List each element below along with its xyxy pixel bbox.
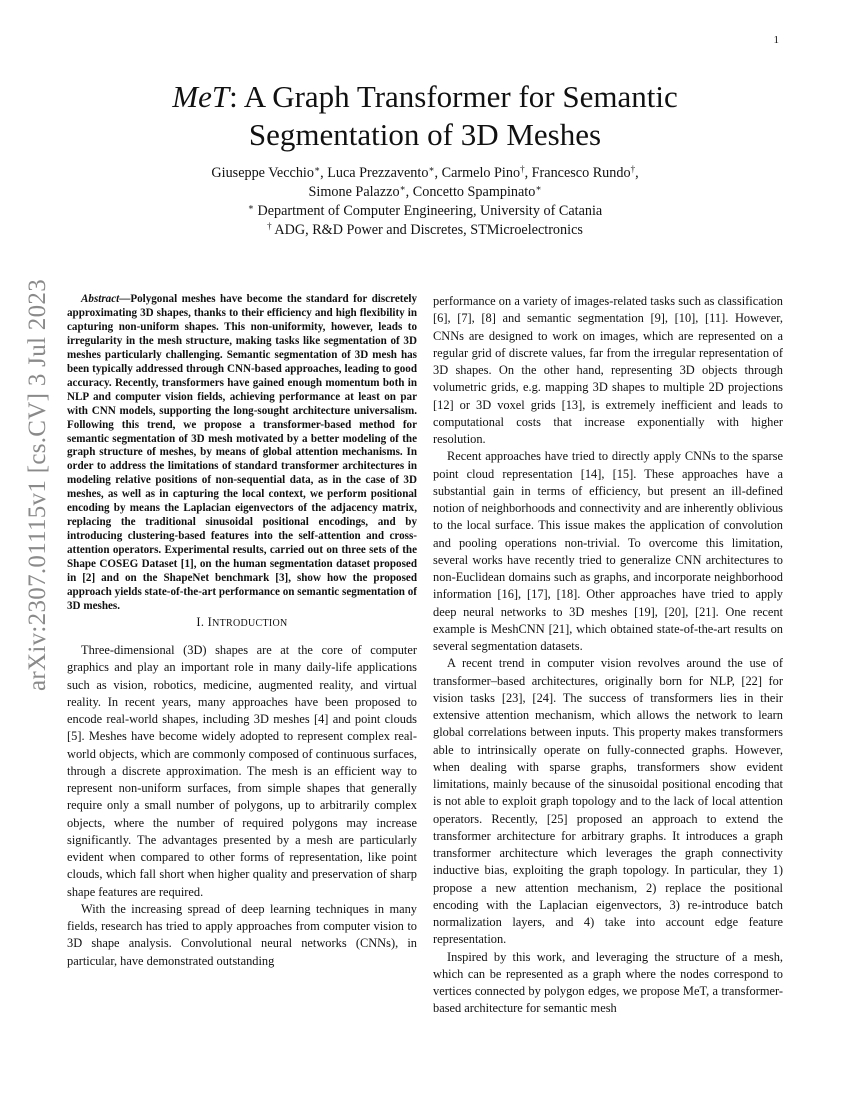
affiliation-mark: † — [267, 221, 272, 231]
affiliation-1 — [120, 202, 730, 221]
abstract — [67, 293, 417, 614]
paper-title — [100, 78, 750, 154]
author-mark: ∗ — [399, 183, 406, 193]
section-numeral: I. — [196, 614, 208, 629]
arxiv-identifier: arXiv:2307.01115v1 [cs.CV] 3 Jul 2023 — [24, 279, 51, 691]
affiliation-text: Department of Computer Engineering, University of Catania — [257, 203, 603, 219]
abstract-dash: — — [119, 293, 131, 305]
author-mark: ∗ — [428, 164, 435, 174]
title-line1: : A Graph Transformer for Semantic — [229, 79, 678, 114]
author-line-2: Simone Palazzo∗, Concetto Spampinato∗ — [308, 183, 542, 200]
body-paragraph: A recent trend in computer vision revolves around the use of transformer–based architectures, originally born for NLP, [22] for vision tasks [23], [24]. The success of transformers lies in their extensive attention mechanism, which allows the network to learn global correlations between inputs. This property makes transformers able to intrinsically operate on fully-connected graphs. However, when dealing with sparse graphs, transformers show evident limitations, mainly because of the sinusoidal positional encoding that is not able to exploit graph topology and to the lack of local attention operators. Recently, [25] proposed an approach to extend the transformer architecture for arbitrary graphs. It introduces a graph transformer architecture which leverages the graph connectivity inductive bias, exploiting the graph topology. In particular, they 1) propose a new attention mechanism, 2) replace the positional encoding with the Laplacian eigenvectors, 3) re-introduce batch normalization layers, and 4) take into account edge feature representation. — [433, 656, 783, 947]
author-mark: † — [520, 164, 525, 174]
author-line-1: Giuseppe Vecchio∗, Luca Prezzavento∗, Carmelo Pino†, Francesco Rundo†, — [211, 164, 639, 181]
author-name: Francesco Rundo — [531, 165, 631, 181]
abstract-text: Polygonal meshes have become the standard for discretely approximating 3D shapes, thanks to their efficiency and high flexibility in capturing non-uniform shapes. This non-uniformity, however, leads to irregularity in the mesh structure, making tasks like segmentation of 3D meshes particularly challenging. Semantic segmentation of 3D mesh has been typically addressed through CNN-based approaches, leading to good accuracy. Recently, transformers have gained enough momentum both in NLP and computer vision fields, achieving performance at least on par with CNN models, supporting the long-sought architecture universalism. Following this trend, we propose a transformer-based method for semantic segmentation of 3D mesh motivated by a better modeling of the graph structure of meshes, by means of global attention mechanisms. In order to address the limitations of standard transformer architectures in modeling relative positions of non-sequential data, as in the case of 3D meshes, as well as in capturing the local context, we perform positional encoding by means the Laplacian eigenvectors of the adjacency matrix, replacing the traditional sinusoidal positional encodings, and by introducing clustering-based features into the self-attention and cross-attention operators. Experimental results, carried out on three sets of the Shape COSEG Dataset [1], on the human segmentation dataset proposed in [2] and on the ShapeNet benchmark [3], show how the proposed approach yields state-of-the-art performance on semantic segmentation of 3D meshes. — [67, 293, 417, 612]
author-name: Carmelo Pino — [441, 165, 521, 181]
section-heading-introduction — [67, 614, 417, 632]
affiliation-mark: ∗ — [247, 202, 254, 212]
arxiv-stamp — [18, 279, 58, 691]
title-line2: Segmentation of 3D Meshes — [248, 117, 602, 152]
right-column — [433, 293, 783, 1018]
left-column — [67, 293, 417, 970]
section-title-rest: NTRODUCTION — [212, 617, 288, 629]
author-mark: † — [630, 164, 636, 174]
title-method-name: MeT — [172, 79, 230, 114]
author-name: Luca Prezzavento — [327, 165, 429, 181]
section-first-letter: I — [207, 614, 213, 629]
body-paragraph: Inspired by this work, and leveraging the structure of a mesh, which can be represented as a graph where the nodes correspond to vertices connected by polygon edges, we propose MeT, a transformer-based architecture for semantic mesh — [433, 949, 783, 1016]
affiliation-text: ADG, R&D Power and Discretes, STMicroelectronics — [274, 222, 583, 238]
page-number: 1 — [773, 34, 779, 46]
body-paragraph: performance on a variety of images-related tasks such as classification [6], [7], [8] and semantic segmentation [9], [10], [11]. However, CNNs are designed to work on images, which are represented on a regular grid of discrete values, far from the irregular representation of 3D shapes. On the other hand, representing 3D objects through volumetric grids, e.g. mapping 3D shapes to multiple 2D projections [12] or 3D voxel grids [13], is extremely inefficient and leads to computational costs that increase exponentially with higher resolution. — [433, 294, 783, 446]
affiliation-2 — [120, 221, 730, 240]
author-mark: ∗ — [535, 183, 542, 193]
body-paragraph: Recent approaches have tried to directly apply CNNs to the sparse point cloud representation [14], [15]. These approaches have a substantial gain in terms of efficiency, but present an ill-defined notion of neighborhoods and connectivity and are inherently oblivious to the local surface. This issue makes the application of convolution and pooling operations non-trivial. To overcome this limitation, several works have recently tried to generalize CNN architectures to non-Euclidean domains such as graphs, and incorporate neighborhood information [16], [17], [18]. Other approaches have tried to apply deep neural networks to 3D meshes [19], [20], [21]. One recent example is MeshCNN [21], which obtained state-of-the-art results on several segmentation datasets. — [433, 449, 783, 653]
intro-paragraph: With the increasing spread of deep learning techniques in many fields, research has tried to apply approaches from computer vision to 3D shape analysis. Convolutional neural networks (CNNs), in particular, have demonstrated outstanding — [67, 901, 417, 968]
author-name: Giuseppe Vecchio — [211, 165, 314, 181]
author-mark: ∗ — [313, 164, 321, 174]
author-block — [120, 164, 730, 240]
author-name: Concetto Spampinato — [412, 184, 536, 200]
intro-paragraph: Three-dimensional (3D) shapes are at the core of computer graphics and play an important role in many daily-life applications such as vision, robotics, medicine, augmented reality, and virtual reality. In recent years, many approaches have been proposed to encode real-world shapes, including 3D meshes [4] and point clouds [5]. Meshes have become widely adopted to represent complex real-world objects, which are commonly composed of continuous surfaces, through a discrete approximation. The mesh is an efficient way to represent non-uniform surfaces, from simple shapes that generally require only a small number of polygons, up to arbitrarily complex objects, where the number of required polygons may increase significantly. The advantages presented by a mesh are particularly evident when compared to other forms of representation, like point clouds, which fall short when higher quality and preservation of sharp shape features are required. — [67, 643, 417, 899]
author-name: Simone Palazzo — [308, 184, 400, 200]
abstract-label: Abstract — [81, 293, 120, 305]
